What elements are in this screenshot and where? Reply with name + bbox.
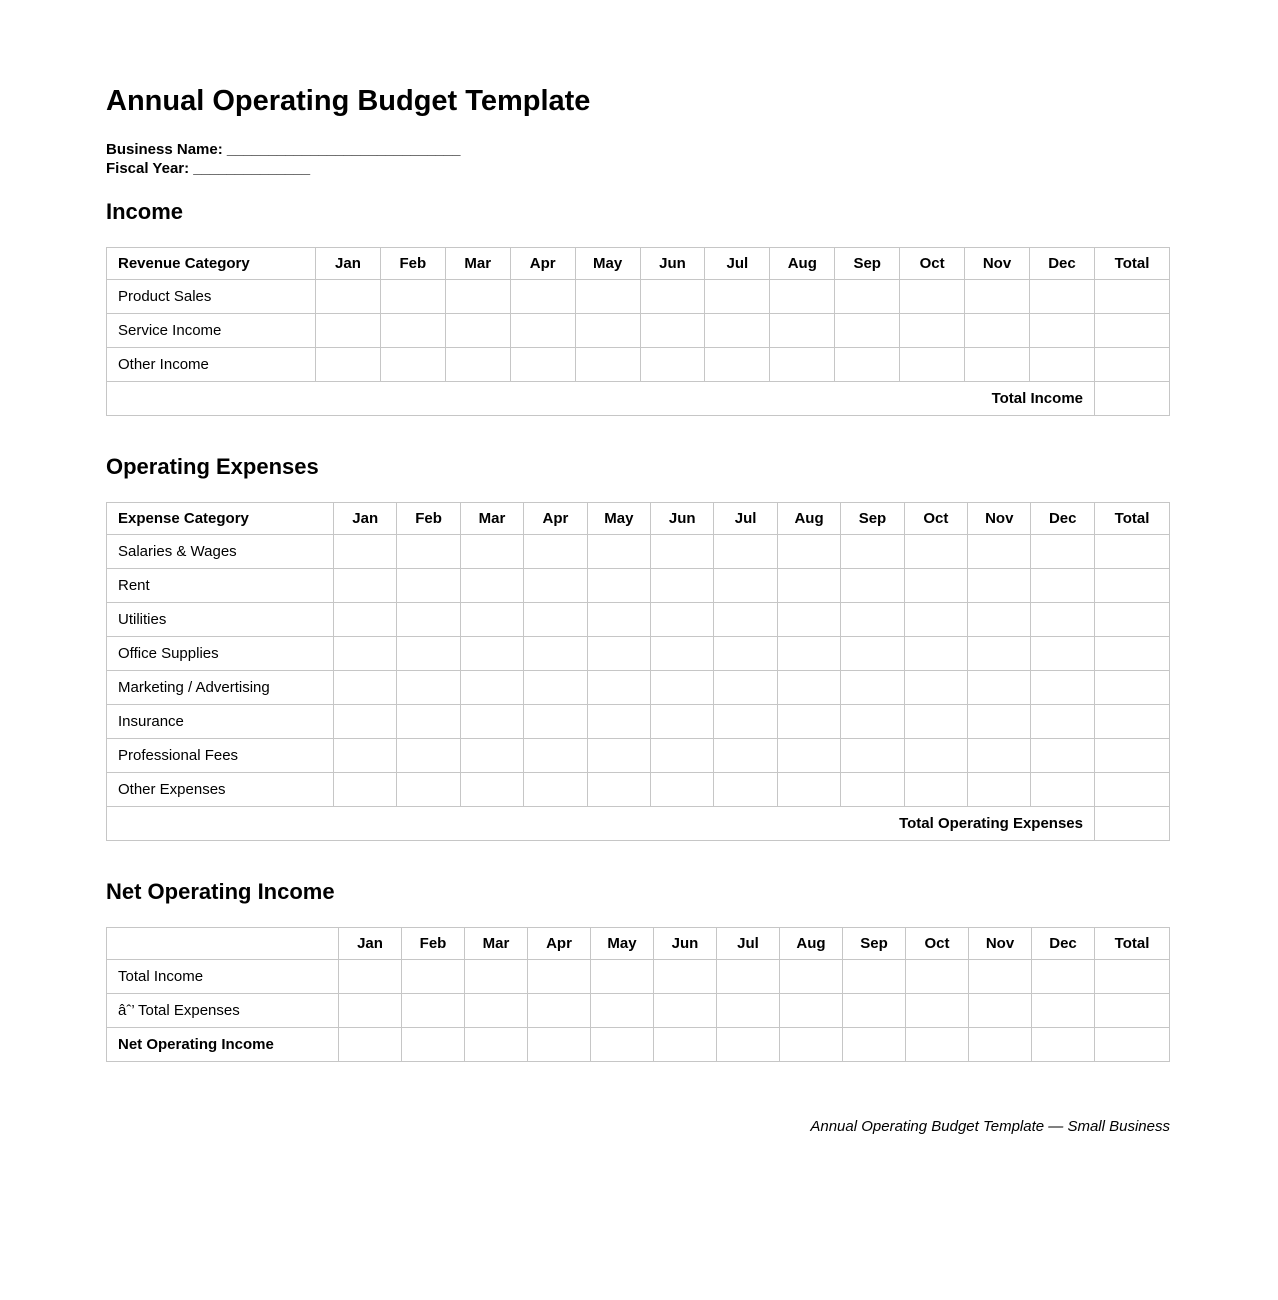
- column-header-feb: Feb: [397, 503, 460, 535]
- column-header-jan: Jan: [339, 928, 402, 960]
- table-row: [107, 705, 1170, 739]
- empty-cell: [1031, 603, 1095, 637]
- row-label: Salaries & Wages: [107, 535, 334, 569]
- empty-cell: [904, 569, 967, 603]
- empty-cell: [900, 314, 965, 348]
- empty-cell: [1031, 569, 1095, 603]
- header-row: [107, 503, 1170, 535]
- empty-cell: [968, 739, 1031, 773]
- empty-cell: [651, 739, 714, 773]
- expense-category-header: Expense Category: [107, 503, 334, 535]
- empty-cell: [465, 994, 528, 1028]
- empty-cell: [841, 569, 904, 603]
- empty-cell: [575, 348, 640, 382]
- empty-cell: [1095, 705, 1170, 739]
- empty-cell: [587, 739, 650, 773]
- row-label: Other Expenses: [107, 773, 334, 807]
- empty-cell: [835, 314, 900, 348]
- empty-cell: [651, 671, 714, 705]
- empty-cell: [1095, 960, 1170, 994]
- column-header-feb: Feb: [380, 248, 445, 280]
- total-row: [107, 382, 1170, 416]
- empty-cell: [904, 671, 967, 705]
- column-header-dec: Dec: [1029, 248, 1094, 280]
- empty-cell: [968, 569, 1031, 603]
- empty-cell: [524, 637, 587, 671]
- empty-cell: [654, 1028, 717, 1062]
- empty-cell: [780, 960, 843, 994]
- income-table: [106, 247, 1170, 416]
- empty-cell: [460, 671, 523, 705]
- column-header-jun: Jun: [640, 248, 705, 280]
- empty-cell: [835, 280, 900, 314]
- row-label: Total Income: [107, 960, 339, 994]
- empty-cell: [397, 603, 460, 637]
- empty-cell: [587, 671, 650, 705]
- empty-cell: [900, 280, 965, 314]
- empty-cell: [587, 535, 650, 569]
- empty-cell: [1095, 671, 1170, 705]
- empty-cell: [651, 637, 714, 671]
- empty-cell: [1032, 1028, 1095, 1062]
- empty-cell: [900, 348, 965, 382]
- empty-cell: [465, 1028, 528, 1062]
- expenses-heading: Operating Expenses: [106, 454, 319, 480]
- meta-block: [106, 140, 1170, 178]
- empty-cell: [397, 671, 460, 705]
- empty-cell: [1095, 807, 1170, 841]
- empty-cell: [524, 603, 587, 637]
- fiscal-year-label: Fiscal Year:: [106, 160, 190, 178]
- empty-cell: [316, 280, 381, 314]
- empty-cell: [591, 960, 654, 994]
- empty-cell: [465, 960, 528, 994]
- column-header-sep: Sep: [841, 503, 904, 535]
- empty-cell: [1029, 280, 1094, 314]
- empty-cell: [965, 348, 1030, 382]
- empty-cell: [777, 603, 840, 637]
- empty-cell: [904, 603, 967, 637]
- empty-cell: [640, 348, 705, 382]
- empty-cell: [777, 535, 840, 569]
- empty-cell: [904, 637, 967, 671]
- empty-cell: [1029, 348, 1094, 382]
- empty-cell: [965, 280, 1030, 314]
- empty-cell: [510, 280, 575, 314]
- empty-cell: [1095, 348, 1170, 382]
- empty-cell: [524, 705, 587, 739]
- header-row: [107, 248, 1170, 280]
- business-name-line: [106, 140, 1170, 159]
- row-label: Marketing / Advertising: [107, 671, 334, 705]
- table-row: [107, 637, 1170, 671]
- empty-cell: [397, 637, 460, 671]
- row-label: Service Income: [107, 314, 316, 348]
- empty-cell: [969, 994, 1032, 1028]
- row-label: Insurance: [107, 705, 334, 739]
- empty-cell: [460, 739, 523, 773]
- column-header-aug: Aug: [770, 248, 835, 280]
- fiscal-year-blank: ______________: [193, 160, 311, 178]
- column-header-nov: Nov: [965, 248, 1030, 280]
- fiscal-year-line: [106, 159, 1170, 178]
- table-row: [107, 960, 1170, 994]
- column-header-aug: Aug: [777, 503, 840, 535]
- column-header-oct: Oct: [904, 503, 967, 535]
- empty-cell: [705, 280, 770, 314]
- empty-cell: [1031, 637, 1095, 671]
- empty-cell: [714, 773, 777, 807]
- empty-cell: [654, 960, 717, 994]
- empty-cell: [1095, 637, 1170, 671]
- empty-cell: [591, 994, 654, 1028]
- empty-cell: [714, 637, 777, 671]
- empty-cell: [380, 280, 445, 314]
- empty-cell: [906, 1028, 969, 1062]
- column-header-jun: Jun: [651, 503, 714, 535]
- table-row: [107, 773, 1170, 807]
- empty-cell: [528, 960, 591, 994]
- column-header-may: May: [575, 248, 640, 280]
- column-header-total: Total: [1095, 503, 1170, 535]
- header-row: [107, 928, 1170, 960]
- empty-cell: [380, 314, 445, 348]
- column-header-may: May: [591, 928, 654, 960]
- empty-cell: [651, 705, 714, 739]
- empty-cell: [524, 671, 587, 705]
- empty-cell: [717, 1028, 780, 1062]
- column-header-jan: Jan: [334, 503, 397, 535]
- column-header-aug: Aug: [780, 928, 843, 960]
- empty-cell: [968, 637, 1031, 671]
- income-heading: Income: [106, 199, 184, 225]
- empty-cell: [965, 314, 1030, 348]
- empty-cell: [591, 1028, 654, 1062]
- empty-cell: [1031, 773, 1095, 807]
- empty-cell: [777, 739, 840, 773]
- empty-cell: [714, 535, 777, 569]
- empty-cell: [841, 773, 904, 807]
- empty-cell: [402, 1028, 465, 1062]
- empty-cell: [714, 603, 777, 637]
- column-header-mar: Mar: [465, 928, 528, 960]
- empty-cell: [1095, 382, 1170, 416]
- column-header-sep: Sep: [835, 248, 900, 280]
- empty-cell: [651, 603, 714, 637]
- empty-cell: [1095, 1028, 1170, 1062]
- empty-cell: [714, 705, 777, 739]
- empty-cell: [1095, 773, 1170, 807]
- empty-cell: [654, 994, 717, 1028]
- table-row: [107, 280, 1170, 314]
- empty-cell: [640, 314, 705, 348]
- empty-cell: [777, 671, 840, 705]
- empty-cell: [460, 705, 523, 739]
- empty-cell: [575, 280, 640, 314]
- empty-cell: [334, 603, 397, 637]
- row-label: Office Supplies: [107, 637, 334, 671]
- empty-cell: [334, 739, 397, 773]
- column-header-nov: Nov: [969, 928, 1032, 960]
- empty-cell: [524, 535, 587, 569]
- empty-cell: [1031, 739, 1095, 773]
- empty-cell: [777, 773, 840, 807]
- net-operating-income-table: [106, 927, 1170, 1062]
- empty-cell: [843, 1028, 906, 1062]
- empty-cell: [651, 535, 714, 569]
- empty-cell: [841, 637, 904, 671]
- income-category-header: Revenue Category: [107, 248, 316, 280]
- empty-cell: [1095, 280, 1170, 314]
- empty-cell: [587, 705, 650, 739]
- empty-cell: [1095, 569, 1170, 603]
- empty-cell: [714, 739, 777, 773]
- empty-cell: [402, 994, 465, 1028]
- column-header-mar: Mar: [445, 248, 510, 280]
- empty-cell: [524, 773, 587, 807]
- empty-cell: [777, 637, 840, 671]
- empty-cell: [968, 773, 1031, 807]
- column-header-nov: Nov: [968, 503, 1031, 535]
- empty-cell: [717, 960, 780, 994]
- table-row: [107, 739, 1170, 773]
- empty-cell: [1029, 314, 1094, 348]
- empty-cell: [460, 603, 523, 637]
- row-label: Product Sales: [107, 280, 316, 314]
- row-label: Utilities: [107, 603, 334, 637]
- empty-cell: [843, 994, 906, 1028]
- empty-cell: [1031, 535, 1095, 569]
- column-header-jul: Jul: [717, 928, 780, 960]
- empty-cell: [651, 773, 714, 807]
- empty-cell: [334, 773, 397, 807]
- empty-cell: [1032, 994, 1095, 1028]
- table-row: [107, 1028, 1170, 1062]
- table-row: [107, 314, 1170, 348]
- row-label: Net Operating Income: [107, 1028, 339, 1062]
- empty-cell: [339, 960, 402, 994]
- column-header-dec: Dec: [1031, 503, 1095, 535]
- empty-cell: [714, 671, 777, 705]
- column-header-oct: Oct: [906, 928, 969, 960]
- empty-cell: [524, 739, 587, 773]
- empty-cell: [524, 569, 587, 603]
- net-operating-income-heading: Net Operating Income: [106, 879, 335, 905]
- empty-cell: [1031, 705, 1095, 739]
- empty-cell: [334, 671, 397, 705]
- total-income-label: Total Income: [107, 382, 1095, 416]
- empty-cell: [841, 603, 904, 637]
- empty-cell: [714, 569, 777, 603]
- column-header-apr: Apr: [524, 503, 587, 535]
- empty-cell: [835, 348, 900, 382]
- empty-cell: [460, 569, 523, 603]
- column-header-total: Total: [1095, 248, 1170, 280]
- empty-cell: [587, 773, 650, 807]
- empty-cell: [1095, 739, 1170, 773]
- column-header-jan: Jan: [316, 248, 381, 280]
- empty-cell: [841, 705, 904, 739]
- empty-cell: [575, 314, 640, 348]
- business-name-blank: ____________________________: [226, 141, 461, 159]
- total-row: [107, 807, 1170, 841]
- business-name-label: Business Name:: [106, 141, 223, 159]
- column-header-feb: Feb: [402, 928, 465, 960]
- column-header-oct: Oct: [900, 248, 965, 280]
- empty-cell: [968, 603, 1031, 637]
- column-header-apr: Apr: [510, 248, 575, 280]
- empty-cell: [770, 314, 835, 348]
- empty-cell: [445, 314, 510, 348]
- empty-cell: [906, 960, 969, 994]
- column-header-jul: Jul: [705, 248, 770, 280]
- empty-cell: [402, 960, 465, 994]
- column-header-jul: Jul: [714, 503, 777, 535]
- empty-cell: [969, 1028, 1032, 1062]
- blank-header-cell: [107, 928, 339, 960]
- total-expenses-label: Total Operating Expenses: [107, 807, 1095, 841]
- empty-cell: [1095, 314, 1170, 348]
- empty-cell: [705, 314, 770, 348]
- empty-cell: [397, 739, 460, 773]
- empty-cell: [528, 994, 591, 1028]
- table-row: [107, 535, 1170, 569]
- empty-cell: [397, 705, 460, 739]
- empty-cell: [841, 671, 904, 705]
- table-row: [107, 994, 1170, 1028]
- table-row: [107, 569, 1170, 603]
- column-header-sep: Sep: [843, 928, 906, 960]
- empty-cell: [397, 773, 460, 807]
- empty-cell: [460, 637, 523, 671]
- empty-cell: [528, 1028, 591, 1062]
- table-row: [107, 603, 1170, 637]
- empty-cell: [906, 994, 969, 1028]
- empty-cell: [904, 739, 967, 773]
- row-label: Other Income: [107, 348, 316, 382]
- column-header-jun: Jun: [654, 928, 717, 960]
- empty-cell: [1095, 994, 1170, 1028]
- empty-cell: [339, 994, 402, 1028]
- empty-cell: [397, 535, 460, 569]
- column-header-apr: Apr: [528, 928, 591, 960]
- empty-cell: [510, 314, 575, 348]
- empty-cell: [316, 348, 381, 382]
- empty-cell: [780, 1028, 843, 1062]
- empty-cell: [904, 773, 967, 807]
- empty-cell: [640, 280, 705, 314]
- empty-cell: [339, 1028, 402, 1062]
- empty-cell: [334, 705, 397, 739]
- column-header-total: Total: [1095, 928, 1170, 960]
- empty-cell: [445, 348, 510, 382]
- row-label: Rent: [107, 569, 334, 603]
- row-label: âˆ’ Total Expenses: [107, 994, 339, 1028]
- empty-cell: [334, 569, 397, 603]
- footer-note: Annual Operating Budget Template — Small Business: [810, 1118, 1170, 1136]
- empty-cell: [1095, 535, 1170, 569]
- empty-cell: [460, 773, 523, 807]
- empty-cell: [770, 280, 835, 314]
- table-row: [107, 348, 1170, 382]
- row-label: Professional Fees: [107, 739, 334, 773]
- empty-cell: [1032, 960, 1095, 994]
- empty-cell: [770, 348, 835, 382]
- empty-cell: [587, 603, 650, 637]
- empty-cell: [510, 348, 575, 382]
- empty-cell: [380, 348, 445, 382]
- empty-cell: [841, 535, 904, 569]
- empty-cell: [969, 960, 1032, 994]
- empty-cell: [705, 348, 770, 382]
- empty-cell: [397, 569, 460, 603]
- empty-cell: [968, 705, 1031, 739]
- empty-cell: [334, 535, 397, 569]
- column-header-may: May: [587, 503, 650, 535]
- empty-cell: [780, 994, 843, 1028]
- empty-cell: [460, 535, 523, 569]
- column-header-mar: Mar: [460, 503, 523, 535]
- empty-cell: [777, 705, 840, 739]
- column-header-dec: Dec: [1032, 928, 1095, 960]
- empty-cell: [1095, 603, 1170, 637]
- empty-cell: [904, 705, 967, 739]
- empty-cell: [651, 569, 714, 603]
- empty-cell: [1031, 671, 1095, 705]
- empty-cell: [968, 535, 1031, 569]
- expenses-table: [106, 502, 1170, 841]
- empty-cell: [843, 960, 906, 994]
- empty-cell: [445, 280, 510, 314]
- empty-cell: [717, 994, 780, 1028]
- empty-cell: [316, 314, 381, 348]
- empty-cell: [904, 535, 967, 569]
- page-title: Annual Operating Budget Template: [106, 85, 591, 117]
- empty-cell: [587, 637, 650, 671]
- empty-cell: [841, 739, 904, 773]
- table-row: [107, 671, 1170, 705]
- empty-cell: [777, 569, 840, 603]
- empty-cell: [587, 569, 650, 603]
- empty-cell: [334, 637, 397, 671]
- empty-cell: [968, 671, 1031, 705]
